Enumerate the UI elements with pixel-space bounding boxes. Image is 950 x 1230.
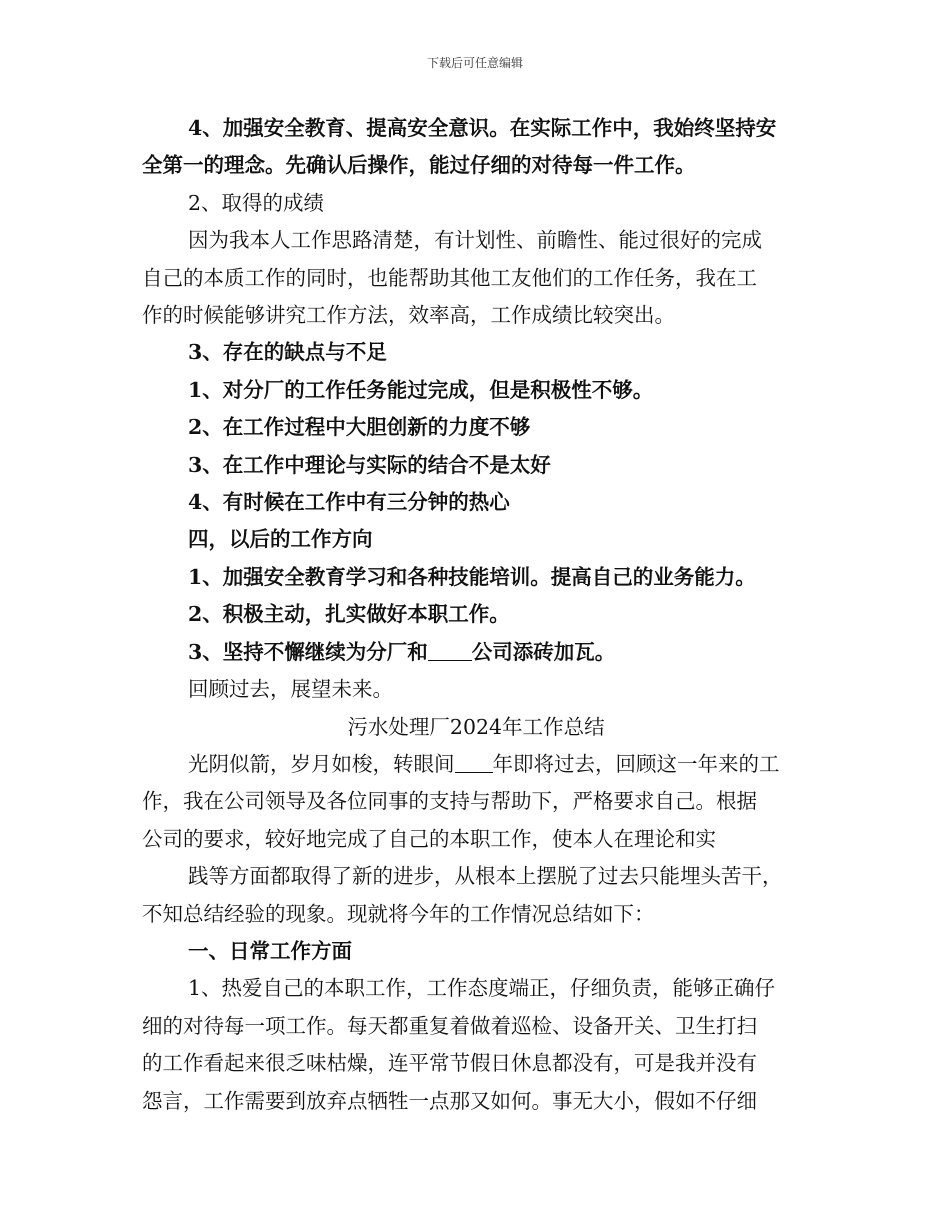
shortcoming-item-2: 2、在工作过程中大胆创新的力度不够 [188, 415, 531, 440]
document-body [142, 110, 810, 1120]
shortcoming-item-3: 3、在工作中理论与实际的结合不是太好 [188, 452, 551, 477]
intro-line-2: 作，我在公司领导及各位同事的支持与帮助下，严格要求自己。根据 [142, 789, 757, 814]
intro-line-1 [142, 746, 810, 783]
year-blank [455, 752, 493, 774]
future-item-3 [142, 634, 810, 671]
future-item-3-before: 3、坚持不懈继续为分厂和 [188, 639, 428, 664]
results-line-3: 作的时候能够讲究工作方法，效率高，工作成绩比较突出。 [142, 303, 675, 328]
results-line-1: 因为我本人工作思路清楚，有计划性、前瞻性、能过很好的完成 [188, 228, 762, 253]
daily-work-heading: 一、日常工作方面 [188, 938, 352, 963]
page-header: 下载后可任意编辑 [426, 56, 523, 70]
shortcoming-item-1: 1、对分厂的工作任务能过完成，但是积极性不够。 [188, 377, 654, 402]
future-item-2: 2、积极主动，扎实做好本职工作。 [188, 602, 510, 627]
intro-before: 光阴似箭，岁月如梭，转眼间 [188, 751, 455, 776]
future-item-3-after: 公司添砖加瓦。 [471, 639, 616, 664]
intro-line-3: 公司的要求，较好地完成了自己的本职工作，使本人在理论和实 [142, 826, 716, 851]
daily-line-3: 的工作看起来很乏味枯燥，连平常节假日休息都没有，可是我并没有 [142, 1051, 757, 1076]
future-item-1: 1、加强安全教育学习和各种技能培训。提高自己的业务能力。 [188, 564, 756, 589]
results-heading: 2、取得的成绩 [188, 190, 325, 215]
intro-after: 年即将过去，回顾这一年来的工 [492, 751, 780, 776]
daily-line-4: 怨言，工作需要到放弃点牺牲一点那又如何。事无大小，假如不仔细 [142, 1088, 757, 1113]
report-title: 污水处理厂2024年工作总结 [347, 714, 605, 739]
future-heading: 四，以后的工作方向 [188, 527, 373, 552]
closing-line: 回顾过去，展望未来。 [188, 677, 393, 702]
safety-line-1: 4、加强安全教育、提高安全意识。在实际工作中，我始终坚持安 [188, 116, 777, 140]
results-line-2: 自己的本质工作的同时，也能帮助其他工友他们的工作任务，我在工 [142, 265, 757, 290]
intro-line-4: 践等方面都取得了新的进步，从根本上摆脱了过去只能埋头苦干， [188, 864, 783, 889]
intro-line-5: 不知总结经验的现象。现就将今年的工作情况总结如下： [142, 901, 655, 926]
shortcomings-heading: 3、存在的缺点与不足 [188, 340, 387, 365]
safety-line-2: 全第一的理念。先确认后操作，能过仔细的对待每一件工作。 [142, 153, 696, 178]
shortcoming-item-4: 4、有时候在工作中有三分钟的热心 [188, 490, 510, 515]
fill-in-blank [428, 640, 472, 662]
daily-line-2: 细的对待每一项工作。每天都重复着做着巡检、设备开关、卫生打扫 [142, 1013, 757, 1038]
daily-line-1: 1、热爱自己的本职工作，工作态度端正，仔细负责，能够正确仔 [188, 976, 776, 1001]
